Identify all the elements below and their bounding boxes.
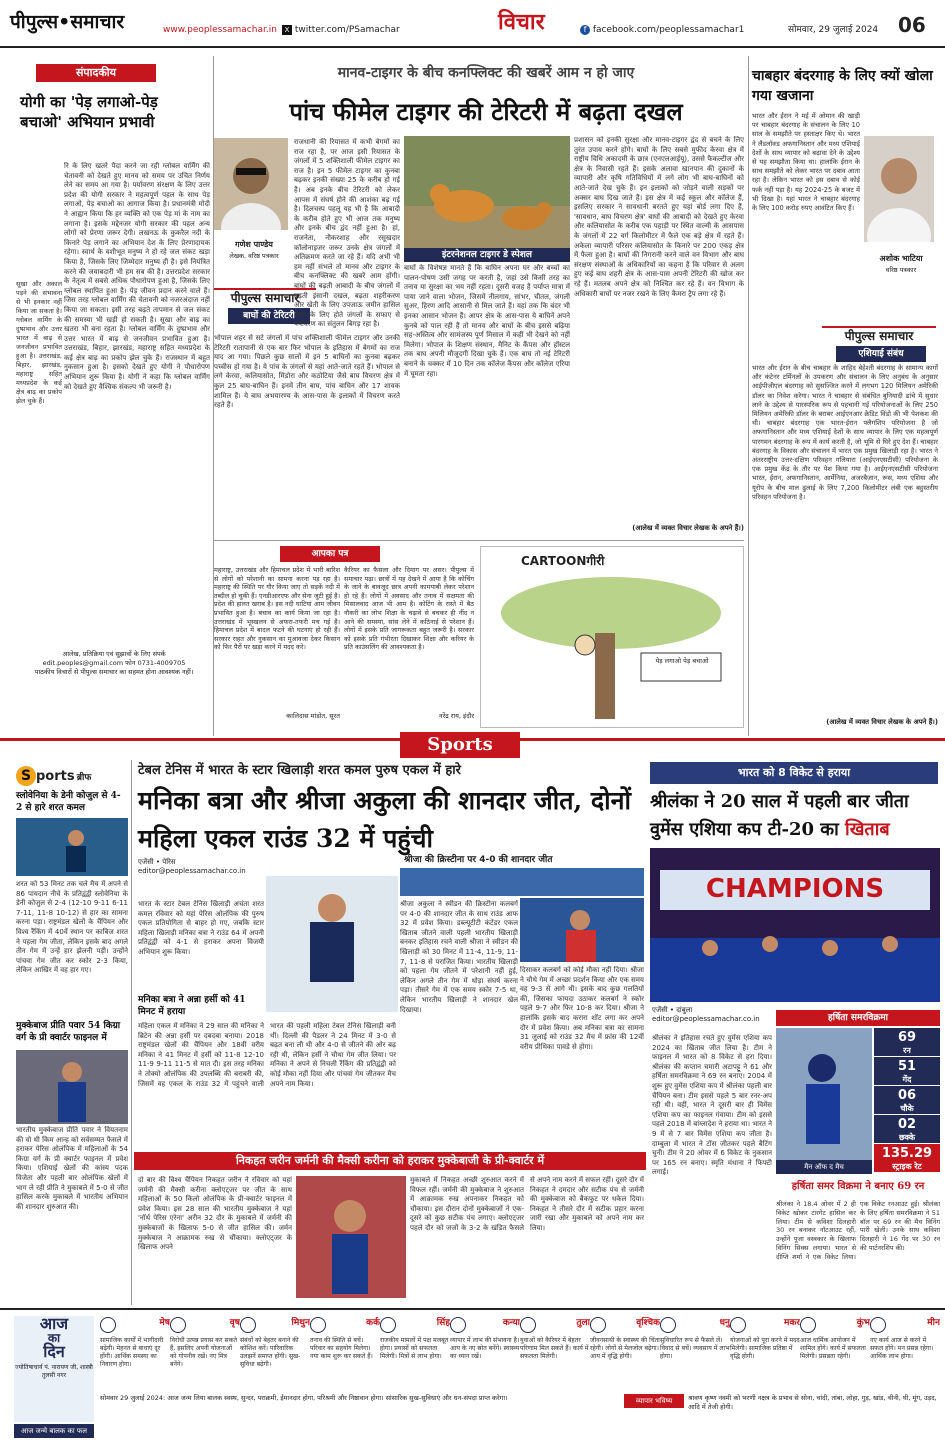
rashi-9 — [730, 1317, 800, 1389]
tt-dateline: एजेंसी • पेरिस editor@peoplessamachar.co.in — [138, 858, 246, 876]
facebook-link[interactable]: f facebook.com/peoplessamachar1 — [580, 24, 744, 36]
chabahar-author-role: वरिष्ठ पत्रकार — [885, 266, 917, 274]
letter2-author: नरेंद्र राय, इंदौर — [438, 712, 474, 720]
tiger-author-role: लेखक, वरिष्ठ पत्रकार — [229, 252, 279, 260]
tt-photo-caption: श्रीजा की क्रिस्टीना पर 4-0 की शानदार जीत — [404, 855, 553, 865]
stat-value: 135.29 — [881, 1146, 933, 1161]
zodiac-icon — [450, 1317, 466, 1333]
rashi-name: मिथुन — [291, 1318, 310, 1328]
rashi-text: तनाव की स्थिति से बचें। परिवार का सहयोग मिलेगा। नया काम शुरू कर सकते हैं। — [310, 1337, 373, 1361]
rashi-text: व्यापार में लाभ की संभावना है। आय के नए स्रोत बनेंगे। स्वास्थ्य का ध्यान रखें। — [450, 1337, 520, 1361]
stat-label: गेंद — [902, 1075, 912, 1084]
champions-banner: CHAMPIONS — [705, 874, 885, 904]
zodiac-icon — [800, 1317, 816, 1333]
letters-col2: कैरियर का फैसला और दिमाग पर असर। पीपुल्स में समाचार पढ़ा। छात्रों में यह देखने में आया है कि कोचिंग के जाने के बावजूद छात्र अपनी कामयाबी लेकर परेशान हो रहे हैं। लोगों में अवसाद और तनाव में सक्षमता की मिसालवाद आज भी आम है। कोटिंग के रास्ते में बैठ नौकरी का लोभ शिक्षा के चढ़ावे से बचकर ही नींद न आने की समस्या, सांस लेने में कठिनाई से परेशान हैं। लोगों में इसके प्रति जागरूकता बहुत जरूरी है। सरकार को इसके प्रति गंभीरता दिखाकर शिक्षा और करियर के प्रति काउंसलिंग की आवश्यकता है। — [344, 566, 474, 652]
zodiac-icon — [380, 1317, 396, 1333]
rashi-text: जीवनसाथी के स्वास्थ्य की चिंता रहेगी। लोगों से मेलजोल बढ़ेगा। आय में वृद्धि होगी। — [590, 1337, 660, 1361]
rashi-5 — [450, 1317, 520, 1389]
stat-value: 69 — [897, 1030, 917, 1045]
cartoon-title: CARTOONगीरी — [521, 554, 605, 568]
zodiac-icon — [660, 1317, 676, 1333]
tiger-col1: राजधानी की रियासत में कभी बेगमों का राज रहा है, पर आज इसी रियासत के जंगलों में 5 शक्तिशाली फीमेल टाइगर का राज है। इन 5 फीमेल टाइगर का कुनबा बढ़कर इनकी संख्या 25 के करीब हो गई है। अब इनके बीच टेरिटरी को लेकर आपस में संघर्ष होने की आशंका बढ़ गई है। दिलचस्प पहलू यह भी है कि आबादी के करीब होते हुए भी आज तक मनुष्य और इनके बीच द्वंद नहीं हुआ है। हां, राजनेता, नौकरशाह और रसूखदार कॉलोनाइजर जरूर उनके क्षेत्र जंगलों में अतिक्रमण करते जा रहे हैं। यदि अभी भी हम नहीं संभले तो मानव और टाइगर के बीच कनफ्लिक्ट की खबरें आम होंगी। बाघों की बढ़ती आबादी के बीच जंगलों में बढ़ती इंसानी दखल, बढ़ता शहरीकरण और खेती के लिए उपजाऊ जमीन हासिल करने के लिए होते जंगलों के सफाए से पर्यावरण का संतुलन बिगड़ रहा है। — [294, 138, 400, 329]
chabahar-footer: (आलेख में व्यक्त विचार लेखक के अपने हैं।) — [826, 718, 938, 726]
rashi-4 — [380, 1317, 450, 1389]
logo: पीपुल्स•समाचार — [10, 11, 125, 33]
boxing-image — [16, 1050, 128, 1124]
tiger-title: पांच फीमेल टाइगर की टेरिटरी में बढ़ता दखल — [289, 97, 683, 126]
tiger-kicker: मानव-टाइगर के बीच कनफ्लिक्ट की खबरें आम न हो जाए — [337, 65, 635, 81]
editorial-footer: आलेख, प्रतिक्रिया एवं सुझावों के लिए संपर्क edit.peoples@gmail.com फोन 0731-4009705 पाठकीय विचारों से पीपुल्स समाचार का सहमत होना आवश्यक नहीं। — [34, 650, 194, 676]
rashi-2 — [240, 1317, 310, 1389]
cricket-tag: भारत को 8 विकेट से हराया — [650, 762, 938, 784]
cricket-dateline: एजेंसी • दांबुला editor@peoplessamachar.co.in — [652, 1006, 760, 1024]
cricket-body1: श्रीलंका ने इतिहास रचते हुए वुमेंस एशिया कप 2024 का खिताब जीत लिया है। टीम ने फाइनल में भारत को 8 विकेट से हरा दिया। श्रीलंका की कप्तान चमारी अटापट्टू ने 61 और हर्षिता समरविक्रमा ने 69 रन बनाए। 2004 में शुरू हुए वुमेंस एशिया कप में श्रीलंका पहली बार चैंपियन बना। टीम इससे पहले 5 बार रनर-अप रही थी। वहीं, भारत ने दूसरी बार ही विमेंस एशिया कप का फाइनल गंवाया। टीम को इससे पहले 2018 में बांग्लादेश ने हराया था। भारत ने 9 में से 7 बार विमेंस एशिया कप जीता है। दाम्बुला में भारत ने टॉस जीतकर पहले बैटिंग चुनी। टीम ने 20 ओवर में 6 विकेट के नुकसान पर 165 रन बनाए। स्मृति मंधाना ने फिफ्टी लगाई। — [652, 1034, 772, 1177]
tt-title: मनिका बत्रा और श्रीजा अकुला की शानदार जीत, दोनों महिला एकल राउंड 32 में पहुंची — [138, 786, 631, 853]
stat-label: चौके — [900, 1104, 914, 1113]
tiger-image — [404, 136, 570, 256]
rashi-name: धनु — [719, 1318, 730, 1328]
boxer-photo — [16, 1050, 128, 1124]
cricket-title2: वुमेंस एशिया कप टी-20 का खिताब — [650, 819, 890, 840]
boxing-body1: दो बार की विश्व चैंपियन निकहत जरीन ने रविवार को यहां जर्मनी की मैक्सी करीना क्लोएट्जर पर जीत के साथ महिलाओं के 50 किलो ओलंपिक के प्री-क्वार्टर फाइनल में प्रवेश किया। इस 28 साल की भारतीय मुक्केबाज ने यहां 'नॉर्थ पेरिस एरेना' अरीन 32 दौर के मुकाबले में जर्मनी की मुक्केबाजों के खिलाफ 5-0 से जीत हासिल की। जर्मन मुक्केबाज ने आक्रामक रुख से चौंकाया। क्लोएट्जर के खिलाफ अपने — [138, 1176, 292, 1252]
zodiac-icon — [870, 1317, 886, 1333]
stat-value: 51 — [897, 1059, 917, 1074]
stat-0 — [874, 1028, 940, 1056]
stat-label: छक्के — [898, 1133, 916, 1142]
tiger-col2: भोपाल शहर से सटे जंगलों में पांच शक्तिशाली फीमेल टाइगर और उनकी टेरिटरी रातापानी से एक बार फिर भोपाल के इतिहास में बेगमों का राज याद आ गया। पिछले कुछ सालों में इन 5 बाघिनों का कुनबा बढ़कर पच्चीस हो गया है। ये पांच के जंगलों से यहां आते-जाते रहते हैं। भोपाल से लगे केरवा, कलियासोत, मिंडोरा और कठोटिया जैसे बाघ विचरण क्षेत्र में कुल 25 बाघ-बाघिन हैं। इनमें तीन बाघ, पांच बाघिन और 17 शावक शामिल हैं। ये बाघ अभयारण्य के आस-पास के इलाकों में विचरण करते रहते हैं। — [214, 334, 400, 410]
rashi-name: मकर — [784, 1318, 800, 1328]
rashi-text: आज धार्मिक आयोजन में शामिल होंगे। कार्य में सफलता मिलेगी। प्रसन्नता रहेगी। — [800, 1337, 866, 1361]
tiger-footer: (आलेख में व्यक्त विचार लेखक के अपने हैं।) — [632, 524, 744, 532]
sreeja-photo — [400, 868, 644, 896]
editorial-title: योगी का 'पेड़ लगाओ-पेड़ बचाओ' अभियान प्रभावी — [20, 93, 158, 131]
boxing-body2: मुकाबले में निकहत अच्छी शुरुआत करने में विफल रहीं। जर्मनी की मुक्केबाज ने शुरुआत में आक्रामक रुख अपनाकर निकहत को चौंकाया। इस दौरान दोनों मुक्केबाजों ने एक-दूसरे को कुछ सटीक पंच लगाए। क्लोएट्जर पहले दौर को जजों के 3-2 के खंडित फैसले से अपने नाम करने में सफल रहीं। दूसरे दौर में निकहत ने दमदार और सटीक पंच से जर्मनी की मुक्केबाज को बैकफुट पर धकेल दिया। निकहत ने तीसरे दौर में सटीक प्रहार करना जारी रखा और मुकाबले को अपने नाम कर लिया। — [410, 1176, 644, 1232]
rashi-0 — [100, 1317, 170, 1389]
tiger-brand-tag: बाघों की टेरिटरी — [228, 308, 310, 324]
sreeja-photo2 — [520, 898, 644, 962]
letter1-author: कालिदास मांडोत, सूरत — [286, 712, 340, 720]
sreeja-image — [520, 898, 644, 962]
rashi-text: योजनाओं को पूरा करने में मदद मिलेगी। सामाजिक प्रतिष्ठा में वृद्धि होगी। — [730, 1337, 800, 1361]
chabahar-col-top: भारत और ईरान ने मई में ओमान की खाड़ी पर चाबहार बंदरगाह के संचालन के लिए 10 साल के समझौते पर हस्ताक्षर किए थे। भारत ने लैंडलॉक्ड अफगानिस्तान और मध्य एशियाई देशों के साथ व्यापार को बढ़ावा देने के उद्देश्य से यह समझौता किया था। हालांकि ईरान के साथ समझौते को लेकर भारत पर दबाव आता रहा है। लेकिन भारत को इस दबाव से कोई फर्क नहीं पड़ा है। यह 2024-25 के बजट में भी दिखा है। यहां भारत ने चाबहार बंदरगाह के लिए 100 करोड़ रुपए आवंटित किए हैं। — [752, 112, 860, 213]
rashi-text: राजकीय मामलों में पक्ष मजबूत होगा। प्रयासों को सफलता मिलेगी। मित्रों से लाभ होगा। — [380, 1337, 449, 1361]
cricket-body2: श्रीलंका ने 18.4 ओवर में 2 ही विकेट खोकर टारगेट हासिल कर लिया। टीम से कविशा दिलहारी 30 रन बनाकर नॉटआउट रहीं, उन्होंने पूजा वस्त्रकार के खिलाफ विनिंग सिक्स लगाया। भारत से दीप्ति शर्मा ने एक विकेट लिया। एक विकेट रनआउट हुई। श्रीलंका के लिए हर्षिता समरविक्रमा ने 51 बॉल पर 69 रन की मैच विनिंग पारी खेली। उनके साथ कविशा दिलहारी ने 16 गेंद पर 30 रन की पार्टनरशिप की। — [776, 1200, 940, 1261]
rashi-7 — [590, 1317, 660, 1389]
rashi-text: नए कार्य आज से करने में सफल होंगे। मन प्रसन्न रहेगा। आर्थिक लाभ होगा। — [870, 1337, 934, 1361]
trade-label: व्यापार भविष्य — [624, 1394, 684, 1408]
chabahar-brand-tag: एशियाई संबंध — [836, 346, 926, 362]
author-portrait-icon — [214, 138, 288, 230]
cartoon-sign: पेड़ लगाओ पेड़ बचाओ — [655, 657, 709, 665]
rashi-name: कर्क — [366, 1318, 380, 1328]
zodiac-icon — [590, 1317, 606, 1333]
astrologer: ज्योतिषाचार्य पं. नारायण जी, शास्त्री तुलसी नगर — [15, 1364, 93, 1379]
brief-body2: भारतीय मुक्केबाज प्रीति पवार ने वियतनाम की वो थी किम आन्ह को सर्वसम्मत फैसले में हराकर पेरिस ओलंपिक में महिलाओं के 54 किग्रा वर्ग के प्री क्वार्टर फाइनल में प्रवेश किया। एशियाई खेलों की कांस्य पदक विजेता और पहली बार ओलंपिक खेलों में भाग ले रही प्रीति ने मुकाबले में 5-0 से जीत हासिल करके मुकाबले में भारतीय अभियान की शानदार शुरुआत की। — [16, 1126, 128, 1211]
rashi-text: विरोधी उत्पन्न प्रयास कर सकते हैं, इसलिए अपनी योजनाओं को गोपनीय रखें। नए मित्र बनेंगे। — [170, 1337, 238, 1369]
zodiac-icon — [520, 1317, 536, 1333]
brief-title2: मुक्केबाज प्रीति पवार 54 किग्रा वर्ग के प्री क्वार्टर फाइनल में — [16, 1021, 121, 1043]
trade-forecast: श्रावण कृष्ण नवमी को भरणी नक्षत्र के प्रभाव से सोना, चांदी, तांबा, लोहा, गुड़, खांड, चीनी, घी, मूंग, उड़द, आदि में तेजी होगी। — [688, 1394, 937, 1411]
editorial-sidebar: सूखा और अकाल पड़ने की संभावना से भी इनकार नहीं किया जा सकता है। ग्लोबल वार्मिंग के दुष्प्रभाव और उत्तर भारत में बाढ़ से जनजीवन प्रभावित हुआ है। उत्तराखंड, बिहार, झारखंड, महाराष्ट्र सहित मध्यप्रदेश के कई क्षेत्र बाढ़ का प्रकोप झेल चुके हैं। — [16, 280, 62, 405]
zodiac-icon — [310, 1317, 326, 1333]
rashi-name: वृश्चिक — [636, 1318, 660, 1328]
tiger-brand: पीपुल्स समाचार — [214, 288, 316, 306]
nikhat-image — [296, 1176, 406, 1298]
rashi-name: वृष — [229, 1318, 240, 1328]
brief-body: शरत को 53 मिनट तक चले मैच में अपने से 86 पायदान नीचे के प्रतिद्वंद्वी स्लोवेनिया के डेनी कोजुल से 2-4 (12-10 9-11 6-11 7-11, 11-8 10-12) से हार का सामना करना पड़ा। राष्ट्रमंडल खेलों के चैंपियन और विश्व रैंकिंग में 40वें स्थान पर काबिज शरत ने पहला गेम जीता, लेकिन इसके बाद अगले तीन गेम में उन्हें हार झेलनी पड़ी। उन्होंने पांचवा गेम जीत कर स्कोर 2-3 किया, लेकिन आखिर में वह हार गए। — [16, 880, 128, 975]
twitter-link[interactable]: X twitter.com/PSamachar — [282, 24, 400, 36]
tt-kicker: टेबल टेनिस में भारत के स्टार खिलाड़ी शरत कमल पुरुष एकल में हारे — [138, 763, 461, 778]
tiger-photo-caption: इंटरनेशनल टाइगर डे स्पेशल — [404, 248, 570, 262]
brief-logo: S ports ब्रीफ — [16, 766, 91, 786]
stat-value: 06 — [897, 1088, 917, 1103]
child-fortune-label: आज जन्मे बालक का फल — [14, 1424, 94, 1438]
chabahar-col-bottom: भारत और ईरान के बीच चाबहार के शाहिद बेहेश्ती बंदरगाह के सामान्य कार्गो और कंटेनर टर्मिनलों के उपकरण और संचालन के लिए अनुबंध के अनुसार आईपीजीएल बंदरगाह को सुसज्जित करने में लगभग 120 मिलियन अमेरिकी डॉलर का निवेश करेगा। भारत ने चाबहार से संबंधित बुनियादी ढांचे में सुधार लाने के उद्देश्य से पारस्परिक रूप से पहचानी गई परियोजनाओं के लिए 250 मिलियन अमेरिकी डॉलर के बराबर आईएनआर क्रेडिट विंडो की भी पेशकश की थी। चाबहार बंदरगाह एक भारत-ईरान फ्लैगशिप परियोजना है जो अफगानिस्तान और मध्य एशियाई देशों के साथ व्यापार के लिए एक महत्वपूर्ण पारगमन बंदरगाह के रूप में कार्य करती है, जो भूमि से घिरे हुए देश हैं। चाबहार बंदरगाह के विकास और संचालन में भारत एक प्रमुख खिलाड़ी रहा है। भारत ने अंतरराष्ट्रीय उत्तर-दक्षिण परिवहन गलियारा (आईएनएसटीसी) परियोजना के एक प्रमुख केंद्र के तौर पर पेश किया गया है। आईएनएसटीसी परियोजना भारत, ईरान, अफगानिस्तान, आर्मेनिया, अजरबैजान, रूस, मध्य एशिया और यूरोप के बीच माल ढुलाई के लिए 7,200 किलोमीटर लंबी एक बहुस्तरीय परिवहन परियोजना है। — [752, 364, 938, 501]
zodiac-icon — [240, 1317, 256, 1333]
tiger-col3: बाघों के विशेषज्ञ मानते हैं कि बाघिन अपना घर और बच्चों का पालन-पोषण उसी जगह पर करती है, जहां उसे किसी तरह का तनाव या सुरक्षा का भय नहीं रहता। दूसरी वजह है पर्याप्त मात्रा में पाया जाने वाला भोजन, जिसमें नीलगाय, सांभर, चीतल, जंगली सुअर, हिरण आदि आसानी से मिल जाते हैं। यहां तक कि बंदर भी इनका आसान भोजन हैं। आपर क्षेत्र के आस-पास ये बाघिनें अपने कुनबे को पाल रही हैं तो मानव और बाघों के बीच इससे बढ़िया सह-अस्तित्व और सामंजस्य पूर्ण मिसाल में कहीं भी देखने को नहीं मिलेगा। भोपाल के शिक्षण संस्थान, मैनिट के कैंपस और हॉस्टल तक बाघ अपनी मौजूदगी दिखा चुके हैं। एक बाघ तो नई टेरिटरी बनाने के चक्कर में 10 दिन तक कॉलेज कैंपस और कॉलेज एरिया में घूमता रहा। — [404, 264, 570, 378]
rashi-name: मेष — [159, 1318, 170, 1328]
chabahar-author-name: अशोक भाटिया — [879, 254, 923, 263]
brief-photo — [16, 818, 128, 876]
nikhat-photo — [296, 1176, 406, 1298]
facebook-icon: f — [580, 25, 590, 35]
stat-value: 02 — [897, 1117, 917, 1132]
brief-title: स्लोवेनिया के डेनी कोजुल से 4-2 से हारे शरत कमल — [16, 791, 121, 813]
rashi-text: युवाओं को कैरियर में बेहतर परिणाम मिल सकते हैं। कार्य में सफलता मिलेगी। — [520, 1337, 589, 1361]
chabahar-brand: पीपुल्स समाचार — [822, 326, 936, 344]
letters-col1: महाराष्ट्र, उत्तराखंड और हिमाचल प्रदेश में भारी बारिश से लोगों को परेशानी का सामना करना पड़ रहा है। महाराष्ट्र की स्थिति पर गौर किया जाए तो सड़कें नदी में तब्दील हो चुकी हैं। एनडीआरएफ और सेना जुटी हुई है। प्रदेश की हालत खराब है। इस नदी घाटियां आम जीवन प्रभावित हुआ है। बचाव का कार्य किया जा रहा है। उत्तराखंड में भूस्खलन से अफरा-तफरी मच गई है। हिमाचल प्रदेश में बादल फटने की घटनाएं हो रही हैं। सरकार राहत और नुकसान का मुआवजा देकर किसान को फिर पैरों पर खड़ा करने में मदद करे। — [214, 566, 340, 652]
rashi-name: सिंह — [436, 1318, 450, 1328]
cricket-subhead: हर्षिता समर विक्रमा ने बनाए 69 रन — [791, 1181, 925, 1192]
masthead — [0, 0, 945, 48]
rashi-3 — [310, 1317, 380, 1389]
manika-image — [266, 876, 398, 1012]
tt-body4: दिसाकर कलबर्ग को कोई मौका नहीं दिया। श्रीजा ने चौथे गेम में अच्छा प्रदर्शन किया और एक समय वह 9-3 से आगे थी। इसके बाद कुछ गलतियों की, जिसका फायदा उठाकर कलबर्ग ने स्कोर पहले 9-7 और फिर 10-8 कर दिया। श्रीजा ने हालांकि इसके बाद करारा शॉट लगा कर अपने दौर में प्रवेश किया। अब मनिका बत्रा का सामना 31 जुलाई को राउंड 32 मैच में फ्रांस की 12वीं वरीय प्रीथिका पावडे से होगा। — [520, 966, 644, 1051]
editorial-body: रि के लिए खतरे पैदा करने जा रही ग्लोबल वार्मिंग की चेतावनी को देखते हुए मानव को समय पर उचित निर्णय लेने का समय आ गया है। पर्यावरण संरक्षण के लिए उत्तर प्रदेश की योगी सरकार ने महत्वपूर्ण पहल के साथ पेड़ लगाओ, पेड़ बचाओ का आगाज किया है। प्रधानमंत्री मोदी ने आह्वान किया कि हर व्यक्ति को एक पेड़ मां के नाम का लगाना है। इसके मद्देनजर योगी सरकार की पहल अन्य लोगों को प्रेरणा जरूर देगी। लखनऊ के कुकरैल नदी के किनारे पेड़ लगाने का अभियान देश के लिए प्रेरणादायक रहेगा। स्वार्थ के वशीभूत मनुष्य ने हो रहे जल संकट खड़ा किया है, जिसके लिए जिम्मेदार मनुष्य ही है। इसे नियंत्रित करने की जवाबदारी भी हम सब की है। उत्तरप्रदेश सरकार के नेतृत्व में सबसे अधिक पौधारोपण हुआ है, जिसके लिए ग्लोबल स्थापित हुआ है। पेड़ जीवन प्रदान करने वाले हैं। जिस तरह ग्लोबल वार्मिंग की चेतावनी को नजरअंदाज नहीं किया जा सकता। इसी तरह बढ़ते तापमान से जल संकट की समस्या भी खड़ी हो सकती है। सूखा और बाढ़ का खतरा भी बना रहता है। ग्लोबल वार्मिंग के दुष्प्रभाव और उत्तर भारत में बाढ़ से जनजीवन प्रभावित हुआ है। उत्तराखंड, बिहार, झारखंड, महाराष्ट्र सहित मध्यप्रदेश के कई क्षेत्र बाढ़ का प्रकोप झेल चुके हैं। राजस्थान में बहुत नुकसान हुआ है। इसको देखते हुए योगी ने पौधारोपण अभियान शुरू किया है। योगी ने कहा कि ग्लोबल वार्मिंग को देखते हुए वैश्विक संकल्प भी जरूरी है। — [64, 162, 210, 391]
tt-body1: भारत के स्टार टेबल टेनिस खिलाड़ी अचंता शरत कमल रविवार को यहां पेरिस ओलंपिक की पुरुष एकल प्रतियोगिता से बाहर हो गए, जबकि स्टार महिला खिलाड़ी मनिका बत्रा ने राउंड 64 में अपनी प्रतिद्वंद्वी को 4-1 से हराकर अपना विजयी अभियान शुरू किया। — [138, 900, 264, 956]
stat-2 — [874, 1086, 940, 1114]
rashi-text: सामाजिक कार्यों में भागीदारी बढ़ेगी। मेहनत से बाधाएं दूर होंगी। आर्थिक समस्या का निवारण होगा। — [100, 1337, 164, 1369]
date: सोमवार, 29 जुलाई 2024 — [788, 25, 879, 35]
player-tag: हर्षिता समरविक्रमा — [776, 1010, 940, 1026]
sports-band: Sports — [400, 732, 520, 758]
cartoon-box — [480, 546, 744, 728]
player-photo — [776, 1028, 872, 1174]
tiger-col4: प्रशासन को इनकी सुरक्षा और मानव-टाइगर द्वंद से बचने के लिए तुरंत उपाय करने होंगे। बाघों के लिए सबसे मुफीद केरवा क्षेत्र में राष्ट्रीय विधि अकादमी के छात्र (एनएलआईयू), उससे फैकल्टीज और क्षेत्र के निवासी रहते हैं। इसके अलावा खानपान की दुकानों के व्यापारी और कृषि गतिविधियों में लगे लोग भी बाघ-बाघिनों को आते-जाते देख चुके हैं। इन इलाकों को जोड़ने वाली सड़कों पर अक्सर बाघ दिख जाते हैं। इस क्षेत्र में कई स्कूल और कॉलेज हैं, इसलिए सरकार ने सावधानी बरतते हुए यहां बोर्ड लगा दिए हैं, 'सावधान, बाघ विचरण क्षेत्र' बाघों की आबादी को देखते हुए केरवा और कलियासोत के करीब एक पहाड़ी पर स्थित वाल्मी के आसपास के जंगलों में 22 वर्ग किलोमीटर में फैले एक बड़े क्षेत्र में रहते हैं। अकेला व्यापारी परिसर कलियासोत के किनारे पर 200 एकड़ क्षेत्र में फैला हुआ है। बाघों की निगरानी करने वाले वन विभाग और बाघ संरक्षण संस्थाओं के अधिकारियों का कहना है कि परिवार से अलग हुए कई बाघ शहरी क्षेत्र के आस-पास अपनी टेरिटरी की खोज कर रहे हैं। मतलब अपने क्षेत्र को निश्चित कर रहे हैं। वन विभाग के अधिकारी बाघों पर नजर रखने के लिए कैमरा ट्रैप लगा रहे हैं। — [574, 136, 744, 298]
website-link[interactable]: www.peoplessamachar.in — [163, 25, 277, 35]
horoscope-bottom: सोमवार 29 जुलाई 2024: आज जन्म लिया बालक स्वस्थ, सुन्दर, पराक्रमी, ईमानदार होगा, परिश्रमी और निष्ठावान होगा। सांसारिक सुख-सुविधाएं और धन-संपदा प्राप्त करेगा। — [100, 1394, 508, 1402]
player-stats — [874, 1028, 940, 1173]
tt-body2: महिला एकल में मनिका ने 29 साल की मनिका ने ब्रिटेन की अन्ना हर्सी पर दबदबा बनाया। 2018 राष्ट्रमंडल खेलों की चैंपियन और 18वीं वरीय मनिका ने 41 मिनट में हर्सी को 11-8 12-10 11-9 9-11 11-5 से मात दी। इस तरह मनिका ने तोक्यो ओलंपिक की उपलब्धि की बराबरी की, जिसमें वह एकल के राउंड 32 में पहुंचने वाली भारत की पहली महिला टेबल टेनिस खिलाड़ी बनी थीं। दिल्ली की पैडलर ने 24 मिनट में 3-0 से बढ़त बना ली थी और 4-0 से जीतने की ओर बढ़ रही थी, लेकिन हर्सी ने चौथा गेम जीत लिया। पर मनिका ने अपने से निचली रैंकिंग की प्रतिद्वंद्वी को कोई मौका नहीं दिया और पांचवां गेम जीतकर मैच अपने नाम किया। — [138, 1022, 396, 1088]
boxing-title: निकहत जरीन जर्मनी की मैक्सी करीना को हराकर मुक्केबाजी के प्री-क्वार्टर में — [134, 1152, 646, 1170]
cartoon-drawing — [491, 573, 735, 723]
horoscope-panel: आज का दिन ज्योतिषाचार्य पं. नारायण जी, शास्त्री तुलसी नगर — [14, 1316, 94, 1422]
letters-title: आपका पत्र — [280, 546, 380, 562]
rashi-text: संबंधों को बेहतर बनाने की कोशिश करें। पारिवारिक उलझनें समाप्त होंगी। सुख-सुविधा बढ़ेगी। — [240, 1337, 301, 1369]
twitter-icon: X — [282, 25, 292, 35]
zodiac-icon — [730, 1317, 746, 1333]
stat-3 — [874, 1115, 940, 1143]
tt-body3: श्रीजा अकुला ने स्वीडन की क्रिस्टीना कलबर्ग पर 4-0 की शानदार जीत के साथ राउंड आफ 32 में प्रवेश किया। डब्ल्यूटीटी कंटेंडर एकल खिताब जीतने वाली पहली भारतीय खिलाड़ी बनकर इतिहास रचने वाली श्रीजा ने स्वीडन की खिलाड़ी को 30 मिनट में 11-4, 11-9, 11-7, 11-8 से पराजित किया। भारतीय खिलाड़ी को पहला गेम जीतने में परेशानी नहीं हुई, लेकिन अगले तीन गेम में थोड़ा संघर्ष करना पड़ा। तीसरे गेम में एक समय स्कोर 7-5 था, लेकिन भारतीय खिलाड़ी ने शानदार खेल दिखाया। — [400, 900, 518, 1014]
cricket-title1: श्रीलंका ने 20 साल में पहली बार जीता — [650, 791, 909, 812]
rashi-6 — [520, 1317, 590, 1389]
tiger-author-name: गणेश पाण्डेय — [235, 240, 273, 249]
rashi-11 — [870, 1317, 940, 1389]
rashi-name: कुंभ — [856, 1318, 870, 1328]
chabahar-author-photo — [864, 136, 934, 242]
section-title: विचार — [498, 9, 545, 35]
table-tennis-image — [16, 818, 128, 876]
rashi-1 — [170, 1317, 240, 1389]
manika-photo — [266, 876, 398, 1012]
stat-4 — [874, 1144, 940, 1172]
zodiac-icon — [170, 1317, 186, 1333]
rashi-text: सुविचारित रूप से फैसले लें। विवाद से बचें। व्यवसाय में लाभ होगा। — [660, 1337, 730, 1361]
stat-label: रन — [903, 1046, 911, 1055]
editorial-tag: संपादकीय — [36, 64, 156, 82]
rashi-8 — [660, 1317, 730, 1389]
rashi-name: मीन — [927, 1318, 940, 1328]
mom-tag: मैन ऑफ द मैच — [776, 1160, 872, 1174]
tt-subhead: मनिका बत्रा ने अन्ना हर्सी को 41 मिनट में हराया — [138, 995, 246, 1017]
author-photo — [214, 138, 288, 230]
zodiac-icon — [100, 1317, 116, 1333]
player-image — [776, 1028, 872, 1174]
chabahar-title: चाबहार बंदरगाह के लिए क्यों खोला गया खजाना — [752, 68, 933, 104]
rashi-name: तुला — [576, 1318, 590, 1328]
tiger-photo — [404, 136, 570, 256]
stat-1 — [874, 1057, 940, 1085]
stat-label: स्ट्राइक रेट — [892, 1162, 922, 1171]
page-number: 06 — [898, 13, 926, 37]
sreeja-image-top — [400, 868, 644, 896]
rashi-10 — [800, 1317, 870, 1389]
author-portrait-icon — [864, 136, 934, 242]
rashi-name: कन्या — [502, 1318, 520, 1328]
